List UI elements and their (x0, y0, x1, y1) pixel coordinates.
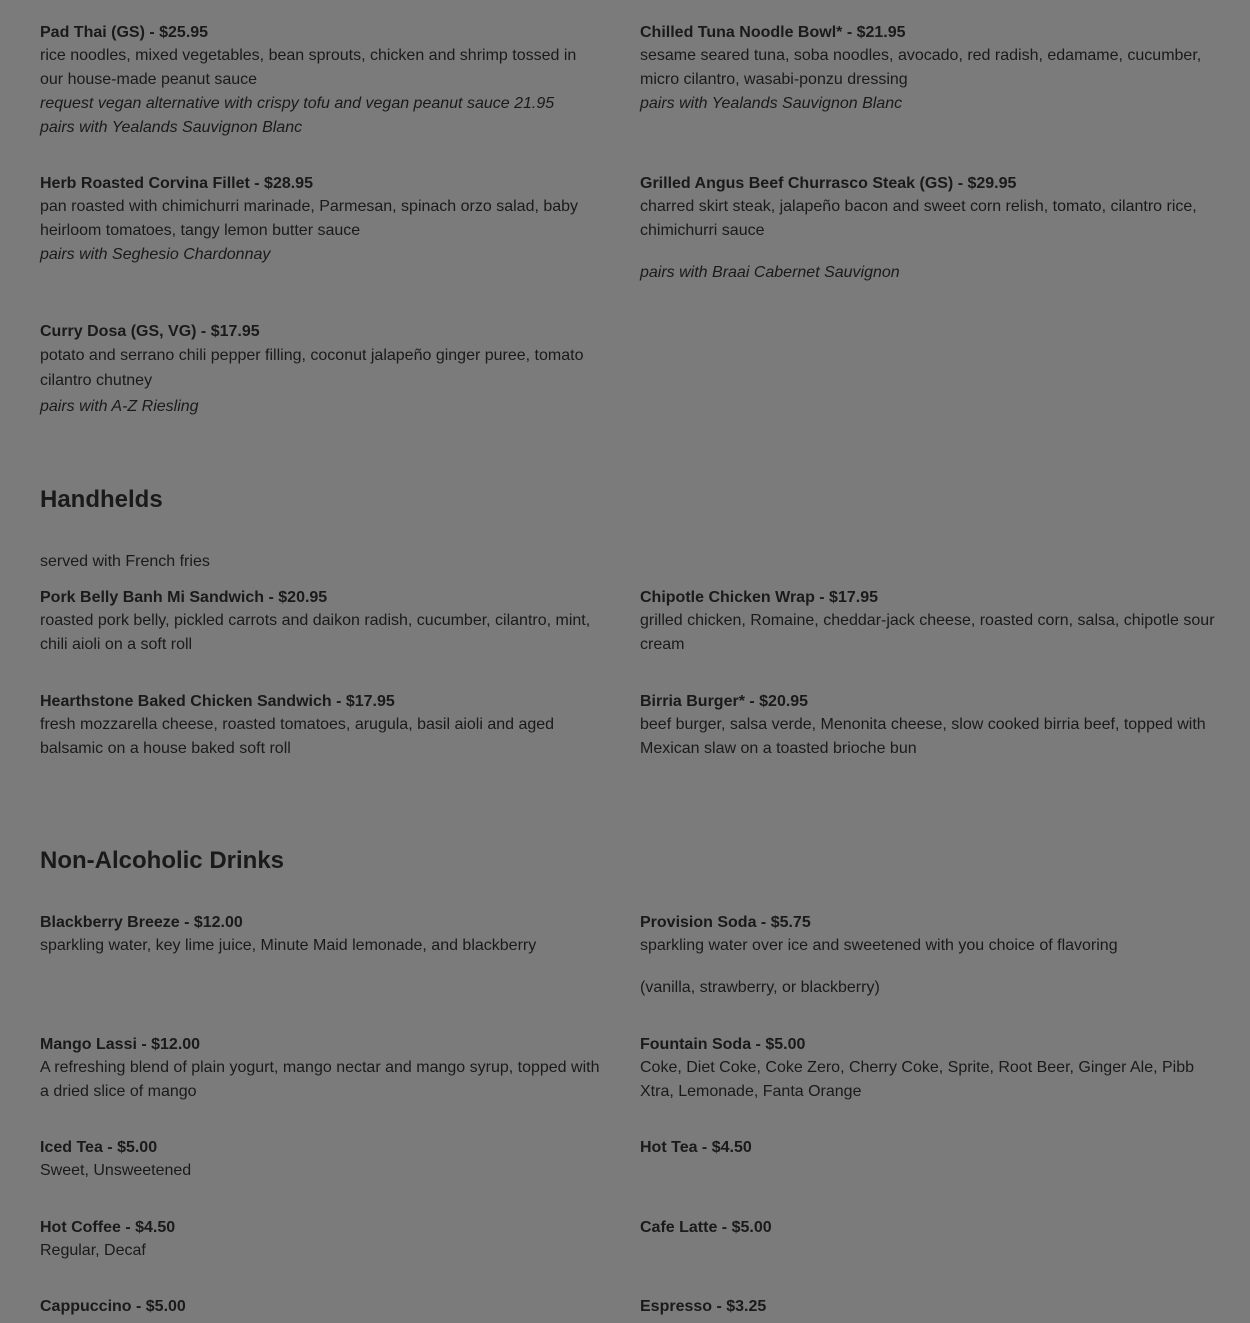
item-description: roasted pork belly, pickled carrots and daikon radish, cucumber, cilantro, mint, chili aioli on a soft roll (40, 612, 591, 653)
drink-cappuccino (40, 1296, 600, 1318)
item-description: potato and serrano chili pepper filling, coconut jalapeño ginger puree, tomato cilantro chutney (40, 347, 584, 389)
item-description: fresh mozzarella cheese, roasted tomatoes, arugula, basil aioli and aged balsamic on a house baked soft roll (40, 716, 555, 757)
item-flavors: (vanilla, strawberry, or blackberry) (640, 979, 880, 996)
item-name: Provision Soda - $5.75 (640, 914, 811, 931)
drink-iced-tea (40, 1137, 600, 1183)
menu-item-pad-thai (40, 22, 600, 140)
item-description: sparkling water over ice and sweetened with you choice of flavoring (640, 937, 1118, 954)
item-name: Pad Thai (GS) - $25.95 (40, 24, 209, 41)
item-description: beef burger, salsa verde, Menonita cheese, slow cooked birria beef, topped with Mexican slaw on a toasted brioche bun (640, 716, 1206, 757)
menu-item-corvina-fillet (40, 173, 600, 267)
menu-item-chicken-sandwich (40, 691, 600, 761)
item-name: Hot Coffee - $4.50 (40, 1219, 176, 1236)
item-note: request vegan alternative with crispy tofu and vegan peanut sauce 21.95 (40, 95, 555, 112)
item-name: Hearthstone Baked Chicken Sandwich - $17.95 (40, 693, 395, 710)
item-description: pan roasted with chimichurri marinade, Parmesan, spinach orzo salad, baby heirloom tomatoes, tangy lemon butter sauce (40, 198, 579, 239)
item-name: Cappuccino - $5.00 (40, 1298, 186, 1315)
item-name: Chipotle Chicken Wrap - $17.95 (640, 589, 878, 606)
item-name: Blackberry Breeze - $12.00 (40, 914, 243, 931)
item-name: Espresso - $3.25 (640, 1298, 767, 1315)
item-name: Herb Roasted Corvina Fillet - $28.95 (40, 175, 313, 192)
item-pairing: pairs with Yealands Sauvignon Blanc (40, 119, 303, 136)
item-name: Birria Burger* - $20.95 (640, 693, 809, 710)
item-pairing: pairs with Seghesio Chardonnay (40, 246, 271, 263)
item-name: Hot Tea - $4.50 (640, 1139, 752, 1156)
item-name: Chilled Tuna Noodle Bowl* - $21.95 (640, 24, 906, 41)
menu-item-chicken-wrap (640, 587, 1215, 657)
drink-mango-lassi (40, 1034, 600, 1104)
item-name: Iced Tea - $5.00 (40, 1139, 158, 1156)
item-description: sparkling water, key lime juice, Minute Maid lemonade, and blackberry (40, 937, 537, 954)
menu-item-banh-mi (40, 587, 600, 657)
item-description: grilled chicken, Romaine, cheddar-jack cheese, roasted corn, salsa, chipotle sour cream (640, 612, 1215, 653)
item-description: sesame seared tuna, soba noodles, avocado, red radish, edamame, cucumber, micro cilantro, wasabi-ponzu dressing (640, 47, 1202, 88)
item-description: rice noodles, mixed vegetables, bean sprouts, chicken and shrimp tossed in our house-made peanut sauce (40, 47, 577, 88)
item-pairing: pairs with Braai Cabernet Sauvignon (640, 264, 900, 281)
item-name: Fountain Soda - $5.00 (640, 1036, 806, 1053)
drink-hot-tea (640, 1137, 1215, 1159)
item-name: Grilled Angus Beef Churrasco Steak (GS) - $29.95 (640, 175, 1017, 192)
item-description: Sweet, Unsweetened (40, 1162, 192, 1179)
section-title-drinks: Non-Alcoholic Drinks (40, 847, 285, 874)
item-name: Pork Belly Banh Mi Sandwich - $20.95 (40, 589, 328, 606)
menu-item-curry-dosa (40, 321, 600, 419)
item-description: Regular, Decaf (40, 1242, 146, 1259)
menu-item-churrasco-steak (640, 173, 1215, 285)
item-name: Mango Lassi - $12.00 (40, 1036, 201, 1053)
drink-provision-soda (640, 912, 1215, 1000)
item-pairing: pairs with A-Z Riesling (40, 398, 199, 415)
menu-item-tuna-noodle-bowl (640, 22, 1215, 116)
drink-hot-coffee (40, 1217, 600, 1263)
item-description: A refreshing blend of plain yogurt, mango nectar and mango syrup, topped with a dried slice of mango (40, 1059, 600, 1100)
item-pairing: pairs with Yealands Sauvignon Blanc (640, 95, 903, 112)
drink-espresso (640, 1296, 1215, 1318)
section-title-handhelds: Handhelds (40, 486, 163, 513)
drink-blackberry-breeze (40, 912, 600, 958)
item-description: charred skirt steak, jalapeño bacon and sweet corn relish, tomato, cilantro rice, chimichurri sauce (640, 198, 1197, 239)
menu-item-birria-burger (640, 691, 1215, 761)
item-name: Cafe Latte - $5.00 (640, 1219, 772, 1236)
drink-cafe-latte (640, 1217, 1215, 1239)
section-subtitle: served with French fries (40, 553, 210, 570)
item-description: Coke, Diet Coke, Coke Zero, Cherry Coke, Sprite, Root Beer, Ginger Ale, Pibb Xtra, Lemonade, Fanta Orange (640, 1059, 1195, 1100)
drink-fountain-soda (640, 1034, 1215, 1104)
item-name: Curry Dosa (GS, VG) - $17.95 (40, 323, 260, 340)
